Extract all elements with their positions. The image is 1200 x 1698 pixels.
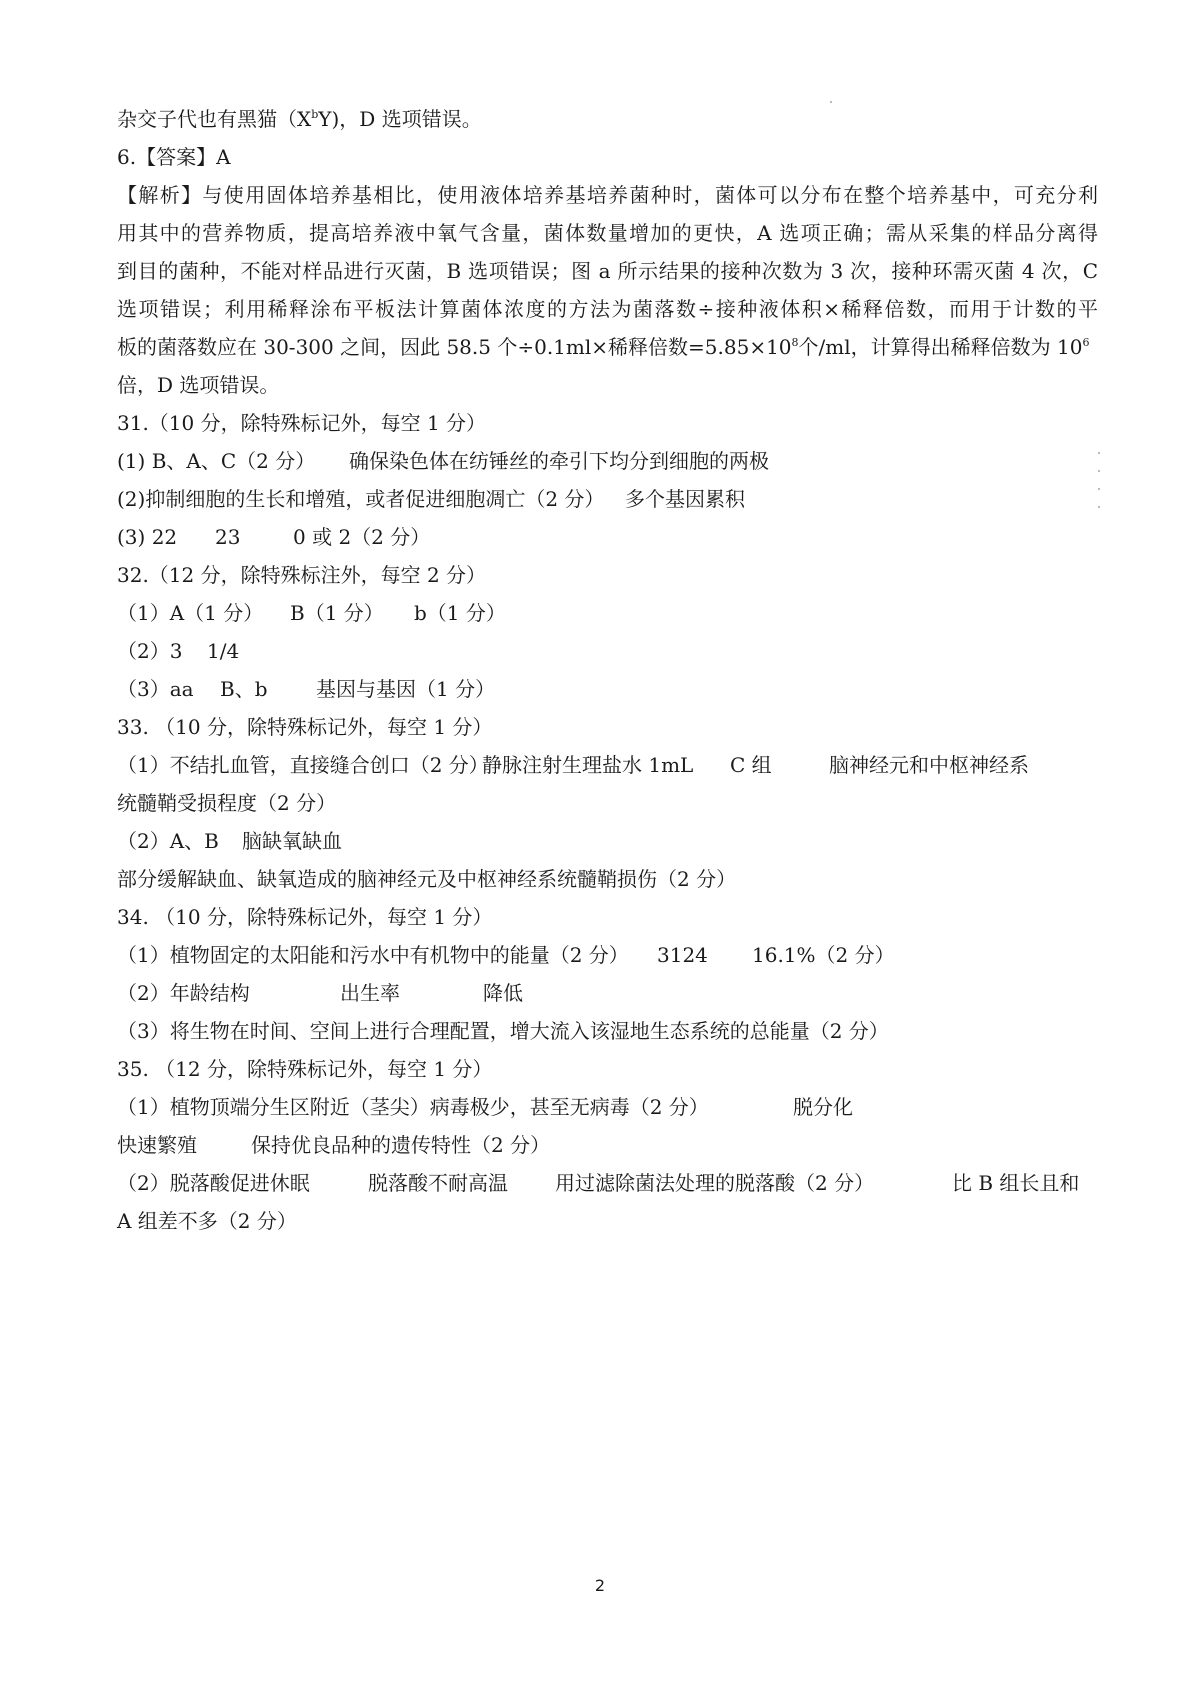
q32-part-2: [117, 637, 239, 665]
answer: 脑神经元和中枢神经系: [829, 753, 1029, 777]
q35-part-2-continued: A 组差不多（2 分）: [117, 1209, 297, 1233]
answer: b（1 分）: [414, 601, 506, 625]
answer: 3124: [657, 943, 708, 967]
answer: 比 B 组长且和: [952, 1171, 1080, 1195]
answer: 脱落酸不耐高温: [368, 1171, 508, 1195]
continuation-line: [117, 105, 482, 133]
answer: 0 或 2（2 分）: [293, 525, 431, 549]
answer: 16.1%（2 分）: [752, 943, 895, 967]
q35-header: 35. （12 分，除特殊标记外，每空 1 分）: [117, 1057, 493, 1081]
answer: （2）年龄结构: [117, 981, 250, 1005]
q35-part-1: [117, 1093, 853, 1121]
answer: （2）3: [117, 639, 183, 663]
page-number: 2: [594, 1576, 606, 1595]
answer: 静脉注射生理盐水 1mL: [482, 753, 694, 777]
answer: （1）A（1 分）: [117, 601, 264, 625]
answer: B（1 分）: [290, 601, 384, 625]
answer: 保持优良品种的遗传特性（2 分）: [251, 1133, 551, 1157]
q31-header: 31.（10 分，除特殊标记外，每空 1 分）: [117, 411, 487, 435]
q33-header: 33. （10 分，除特殊标记外，每空 1 分）: [117, 715, 493, 739]
superscript: b: [311, 108, 319, 121]
answer: (3) 22: [117, 525, 178, 549]
answer: 23: [215, 525, 241, 549]
answer: 脑缺氧缺血: [242, 829, 342, 853]
answer: 多个基因累积: [625, 487, 745, 511]
q6-analysis-line-3: 到目的菌种，不能对样品进行灭菌，B 选项错误；图 a 所示结果的接种次数为 3 次，接种环需灭菌 4 次，C: [117, 259, 1098, 283]
answer: 脱分化: [793, 1095, 853, 1119]
q6-analysis-line-4: 选项错误；利用稀释涂布平板法计算菌体浓度的方法为菌落数÷接种液体积×稀释倍数，而用于计数的平: [117, 297, 1098, 321]
superscript: 8: [791, 336, 799, 349]
text: 个/ml，计算得出稀释倍数为 10: [798, 335, 1083, 359]
answer: B、b: [220, 677, 268, 701]
q35-part-1-continued: [117, 1131, 550, 1159]
q34-header: 34. （10 分，除特殊标记外，每空 1 分）: [117, 905, 493, 929]
q32-header: 32.（12 分，除特殊标注外，每空 2 分）: [117, 563, 487, 587]
answer: (1) B、A、C（2 分）: [117, 449, 316, 473]
scan-speck: [1098, 488, 1100, 490]
answer: （2）A、B: [117, 829, 219, 853]
q6-analysis-line-2: 用其中的营养物质，提高培养液中氧气含量，菌体数量增加的更快，A 选项正确；需从采集的样品分离得: [117, 221, 1098, 245]
scan-speck: [1098, 452, 1100, 454]
answer: 1/4: [207, 639, 240, 663]
answer: （1）植物固定的太阳能和污水中有机物中的能量（2 分）: [117, 943, 629, 967]
answer: 快速繁殖: [117, 1133, 197, 1157]
answer: 降低: [483, 981, 523, 1005]
answer: 用过滤除菌法处理的脱落酸（2 分）: [555, 1171, 875, 1195]
answer: 出生率: [340, 981, 400, 1005]
answer: C 组: [730, 753, 772, 777]
answer: (2)抑制细胞的生长和增殖，或者促进细胞凋亡（2 分）: [117, 487, 605, 511]
q32-part-1: [117, 599, 506, 627]
q6-analysis-line-1: 【解析】与使用固体培养基相比，使用液体培养基培养菌种时，菌体可以分布在整个培养基中，可充分利: [117, 183, 1098, 207]
q6-analysis-line-5: [117, 333, 1098, 361]
q6-analysis-line-6: 倍，D 选项错误。: [117, 373, 280, 397]
scan-speck: [1098, 506, 1100, 508]
q31-part-3: [117, 523, 430, 551]
answer: （1）不结扎血管，直接缝合创口（2 分）: [117, 753, 489, 777]
q6-answer: 6.【答案】A: [117, 145, 231, 169]
answer: （3）aa: [117, 677, 194, 701]
scan-speck: [1098, 470, 1100, 472]
q34-part-3: （3）将生物在时间、空间上进行合理配置，增大流入该湿地生态系统的总能量（2 分）: [117, 1019, 889, 1043]
q33-part-1: [117, 751, 1029, 779]
q34-part-2: [117, 979, 523, 1007]
scan-speck: [830, 101, 832, 103]
q31-part-2: [117, 485, 745, 513]
q33-part-1-continued: 统髓鞘受损程度（2 分）: [117, 791, 337, 815]
superscript: 6: [1082, 336, 1090, 349]
q33-part-2: [117, 827, 342, 855]
text: 板的菌落数应在 30-300 之间，因此 58.5 个÷0.1ml×稀释倍数=5.85×10: [117, 335, 792, 359]
q33-part-2-continued: 部分缓解缺血、缺氧造成的脑神经元及中枢神经系统髓鞘损伤（2 分）: [117, 867, 737, 891]
answer: 确保染色体在纺锤丝的牵引下均分到细胞的两极: [349, 449, 769, 473]
q34-part-1: [117, 941, 895, 969]
answer: 基因与基因（1 分）: [316, 677, 496, 701]
text: 杂交子代也有黑猫（X: [117, 107, 312, 131]
answer: （1）植物顶端分生区附近（茎尖）病毒极少，甚至无病毒（2 分）: [117, 1095, 709, 1119]
q35-part-2: [117, 1169, 1079, 1197]
answer: （2）脱落酸促进休眠: [117, 1171, 310, 1195]
q31-part-1: [117, 447, 769, 475]
q32-part-3: [117, 675, 495, 703]
text: Y)，D 选项错误。: [318, 107, 482, 131]
